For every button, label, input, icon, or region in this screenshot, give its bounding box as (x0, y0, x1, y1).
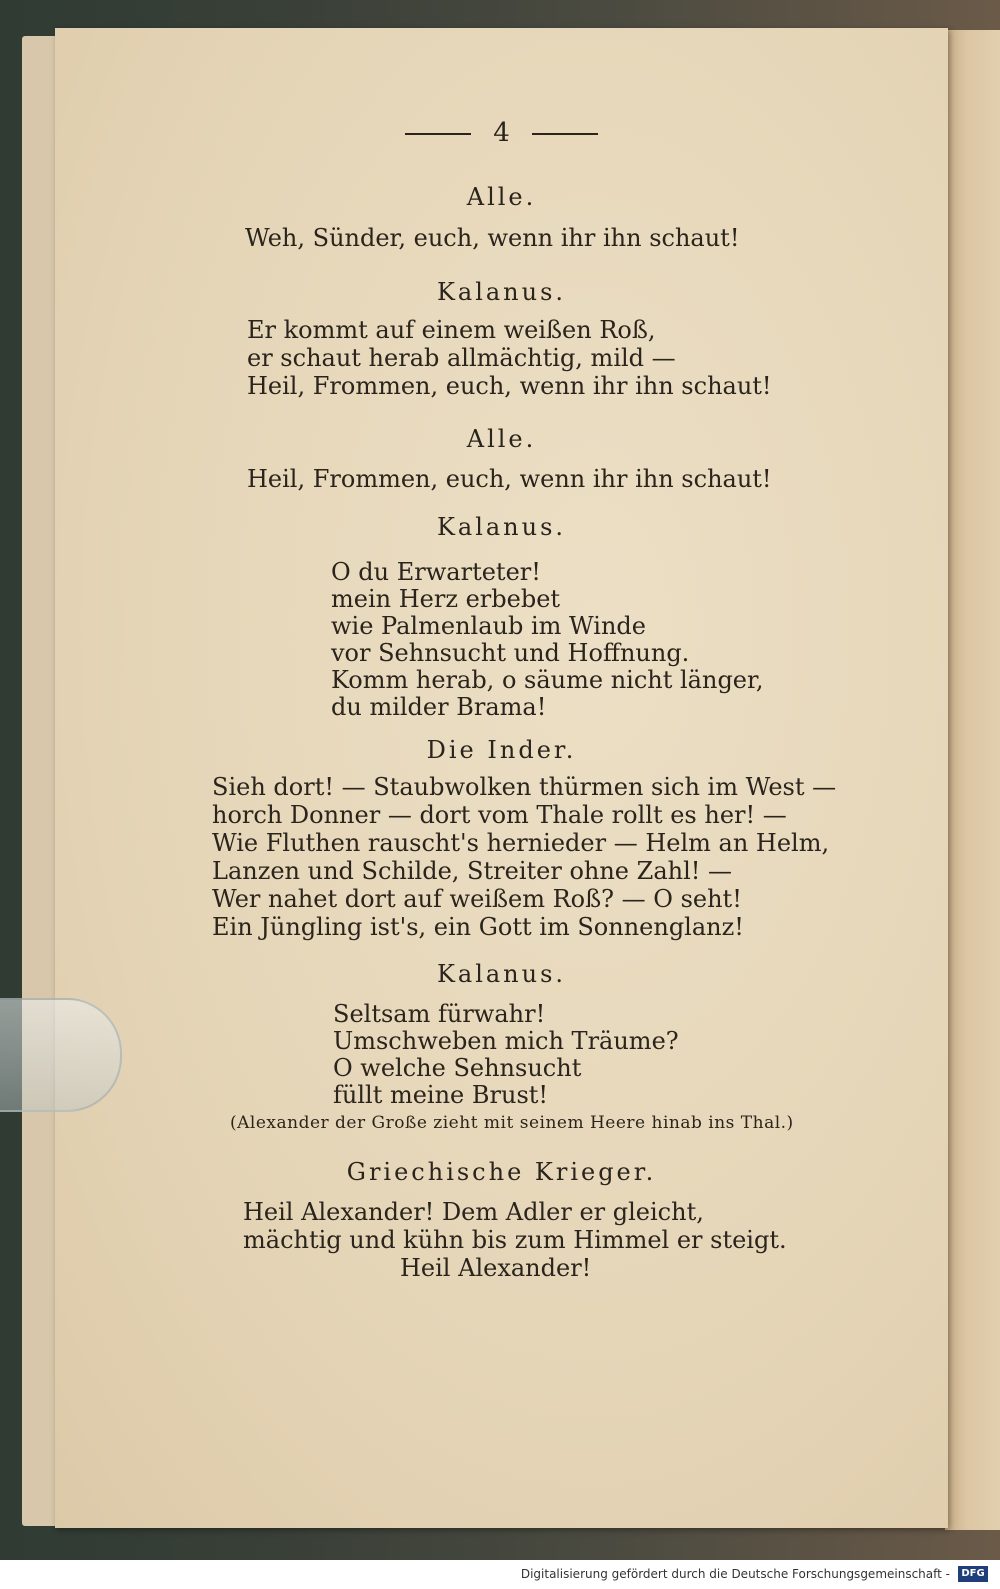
verse-line: du milder Brama! (331, 693, 547, 721)
dfg-logo-icon: DFG (958, 1566, 988, 1582)
speaker-alle: Alle. (466, 425, 537, 453)
verse-line: Heil, Frommen, euch, wenn ihr ihn schaut! (247, 372, 772, 400)
speaker-kalanus: Kalanus. (436, 513, 567, 541)
verse-line: Heil Alexander! (400, 1254, 592, 1282)
verse-line: Weh, Sünder, euch, wenn ihr ihn schaut! (245, 224, 740, 252)
verse-line: Er kommt auf einem weißen Roß, (247, 316, 656, 344)
verse-line: Umschweben mich Träume? (333, 1027, 679, 1055)
next-page-edge (945, 30, 1000, 1530)
verse-line: vor Sehnsucht und Hoffnung. (331, 639, 690, 667)
speaker-die-inder: Die Inder. (426, 736, 577, 764)
speaker-kalanus: Kalanus. (436, 278, 567, 306)
footer-bar (0, 1560, 1000, 1589)
verse-line: mein Herz erbebet (331, 585, 561, 613)
verse-line: wie Palmenlaub im Winde (331, 612, 646, 640)
book-clip (0, 998, 122, 1112)
verse-line: O du Erwarteter! (331, 558, 541, 586)
verse-line: er schaut herab allmächtig, mild — (247, 344, 676, 372)
verse-line: Heil, Frommen, euch, wenn ihr ihn schaut! (247, 465, 772, 493)
stage-direction: (Alexander der Große zieht mit seinem Heere hinab ins Thal.) (230, 1113, 794, 1133)
verse-line: horch Donner — dort vom Thale rollt es her! — (212, 801, 787, 829)
page-number-value: 4 (493, 118, 510, 148)
verse-line: füllt meine Brust! (333, 1081, 549, 1109)
verse-line: Ein Jüngling ist's, ein Gott im Sonnenglanz! (212, 913, 744, 941)
page-number (55, 118, 948, 148)
footer-credit: Digitalisierung gefördert durch die Deutsche Forschungsgemeinschaft - (520, 1567, 950, 1581)
verse-line: Heil Alexander! Dem Adler er gleicht, (243, 1198, 704, 1226)
verse-line: mächtig und kühn bis zum Himmel er steigt. (243, 1226, 787, 1254)
verse-line: Komm herab, o säume nicht länger, (331, 666, 764, 694)
verse-line: O welche Sehnsucht (333, 1054, 582, 1082)
page-number-dash-right (532, 133, 598, 135)
speaker-griechische-krieger: Griechische Krieger. (346, 1158, 657, 1186)
speaker-alle: Alle. (466, 183, 537, 211)
verse-line: Wie Fluthen rauscht's hernieder — Helm an Helm, (212, 829, 830, 857)
verse-line: Wer nahet dort auf weißem Roß? — O seht! (212, 885, 742, 913)
verse-line: Sieh dort! — Staubwolken thürmen sich im West — (212, 773, 837, 801)
verse-line: Seltsam fürwahr! (333, 1000, 546, 1028)
verse-line: Lanzen und Schilde, Streiter ohne Zahl! — (212, 857, 733, 885)
book-page (55, 28, 948, 1528)
page-number-dash-left (405, 133, 471, 135)
speaker-kalanus: Kalanus. (436, 960, 567, 988)
